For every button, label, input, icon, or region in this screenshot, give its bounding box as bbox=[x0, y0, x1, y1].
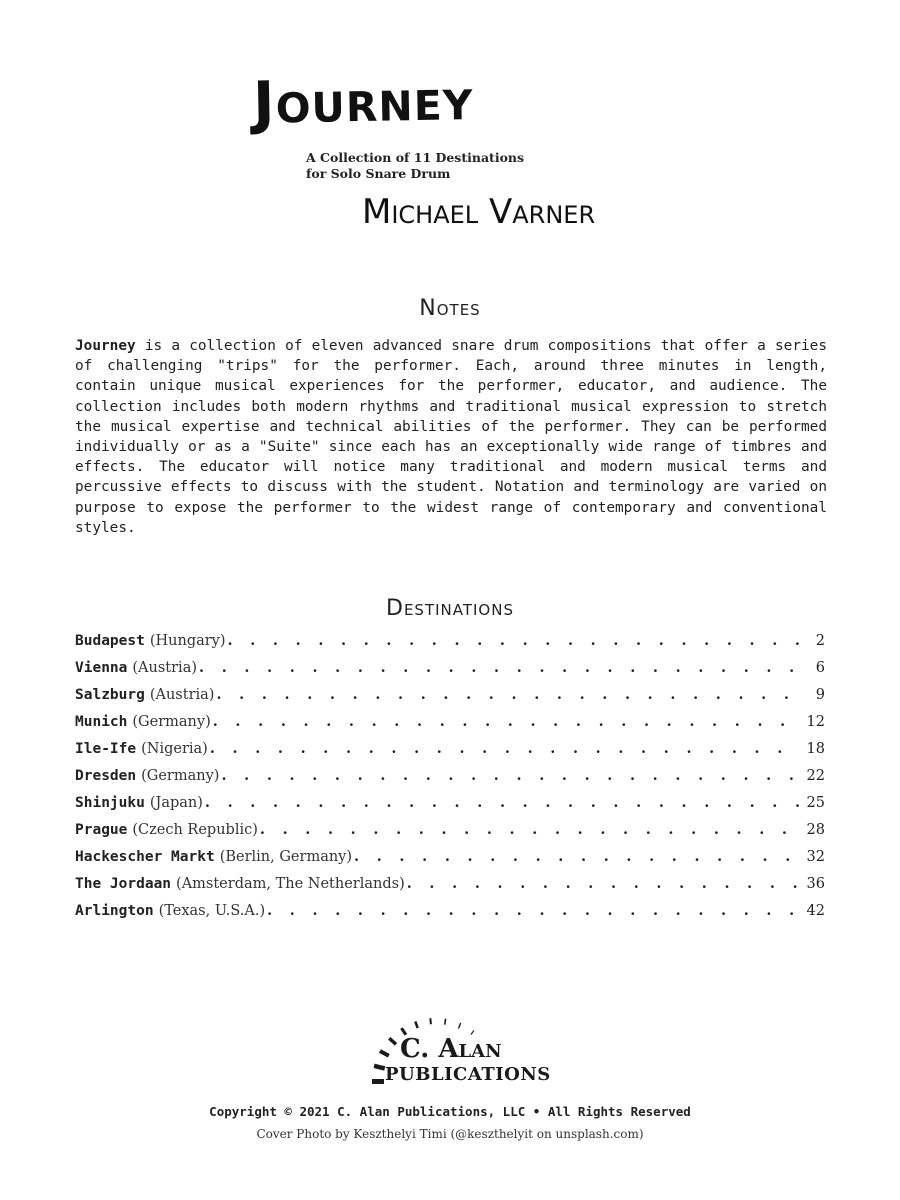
toc-country: (Hungary) bbox=[149, 633, 226, 649]
toc-row bbox=[75, 821, 825, 848]
photo-credit: Cover Photo by Keszthelyi Timi (@keszthelyit on unsplash.com) bbox=[256, 1127, 644, 1141]
toc-page-number: 42 bbox=[806, 903, 825, 919]
composer-name: Michael Varner bbox=[362, 192, 596, 232]
toc-leader-dots bbox=[199, 659, 799, 676]
toc-page-number: 12 bbox=[806, 714, 825, 730]
subtitle bbox=[306, 150, 524, 182]
toc-page-number: 6 bbox=[815, 660, 825, 676]
title: Journey bbox=[252, 65, 474, 137]
toc-page-number: 36 bbox=[806, 876, 825, 892]
notes-body: is a collection of eleven advanced snare drum compositions that offer a series of challenging "trips" for the performer. Each, around three minutes in length, contain unique musical experiences for the performer, educator, and audience. The collection includes both modern rhythms and traditional musical expression to stretch the musical expertise and technical abilities of the performer. They can be performed individually or as a "Suite" since each has an exceptionally wide range of timbres and effects. The educator will notice many traditional and modern musical terms and percussive effects to discuss with the student. Notation and terminology are varied on purpose to expose the performer to the widest range of contemporary and conventional styles. bbox=[75, 338, 827, 536]
publisher-subname: PUBLICATIONS bbox=[385, 1064, 551, 1085]
toc-page-number: 28 bbox=[806, 822, 825, 838]
toc-city: Hackescher Markt bbox=[75, 849, 215, 865]
toc-page-number: 18 bbox=[806, 741, 825, 757]
toc-leader-dots bbox=[213, 713, 799, 730]
toc-row bbox=[75, 875, 825, 902]
toc-city: Salzburg bbox=[75, 687, 145, 703]
subtitle-line-1: A Collection of 11 Destinations bbox=[306, 150, 525, 165]
destinations-heading: Destinations bbox=[386, 596, 514, 621]
toc-row bbox=[75, 848, 825, 875]
toc-city: Munich bbox=[75, 714, 128, 730]
toc-page-number: 32 bbox=[806, 849, 825, 865]
toc-country: (Austria) bbox=[132, 660, 197, 676]
toc-country: (Texas, U.S.A.) bbox=[158, 903, 266, 919]
toc-leader-dots bbox=[407, 875, 799, 892]
toc-leader-dots bbox=[216, 686, 799, 703]
toc-leader-dots bbox=[210, 740, 799, 757]
toc-page-number: 2 bbox=[815, 633, 825, 649]
copyright: Copyright © 2021 C. Alan Publications, LLC • All Rights Reserved bbox=[209, 1104, 691, 1119]
toc-country: (Nigeria) bbox=[141, 741, 208, 757]
toc-city: Dresden bbox=[75, 768, 137, 784]
destinations-list bbox=[75, 632, 825, 929]
notes-heading: Notes bbox=[419, 296, 481, 321]
toc-city: Ile-Ife bbox=[75, 741, 137, 757]
toc-country: (Amsterdam, The Netherlands) bbox=[176, 876, 405, 892]
toc-row bbox=[75, 632, 825, 659]
toc-city: Budapest bbox=[75, 633, 145, 649]
toc-page-number: 9 bbox=[815, 687, 825, 703]
toc-city: The Jordaan bbox=[75, 876, 172, 892]
toc-page-number: 22 bbox=[806, 768, 825, 784]
publisher-name: C. Alan bbox=[400, 1034, 502, 1064]
toc-leader-dots bbox=[260, 821, 799, 838]
toc-leader-dots bbox=[205, 794, 799, 811]
toc-country: (Germany) bbox=[141, 768, 220, 784]
toc-country: (Berlin, Germany) bbox=[219, 849, 353, 865]
toc-row bbox=[75, 767, 825, 794]
toc-leader-dots bbox=[267, 902, 799, 919]
toc-row bbox=[75, 740, 825, 767]
toc-page-number: 25 bbox=[806, 795, 825, 811]
toc-row bbox=[75, 794, 825, 821]
toc-leader-dots bbox=[354, 848, 799, 865]
toc-country: (Czech Republic) bbox=[132, 822, 258, 838]
toc-country: (Germany) bbox=[132, 714, 211, 730]
toc-city: Prague bbox=[75, 822, 128, 838]
toc-row bbox=[75, 902, 825, 929]
toc-row bbox=[75, 659, 825, 686]
toc-leader-dots bbox=[228, 632, 799, 649]
notes-paragraph bbox=[75, 336, 827, 538]
toc-city: Shinjuku bbox=[75, 795, 145, 811]
toc-row bbox=[75, 686, 825, 713]
notes-lead: Journey bbox=[75, 338, 136, 354]
toc-country: (Japan) bbox=[149, 795, 203, 811]
toc-city: Arlington bbox=[75, 903, 154, 919]
toc-country: (Austria) bbox=[149, 687, 215, 703]
toc-city: Vienna bbox=[75, 660, 128, 676]
toc-leader-dots bbox=[221, 767, 799, 784]
toc-row bbox=[75, 713, 825, 740]
subtitle-line-2: for Solo Snare Drum bbox=[306, 166, 451, 181]
